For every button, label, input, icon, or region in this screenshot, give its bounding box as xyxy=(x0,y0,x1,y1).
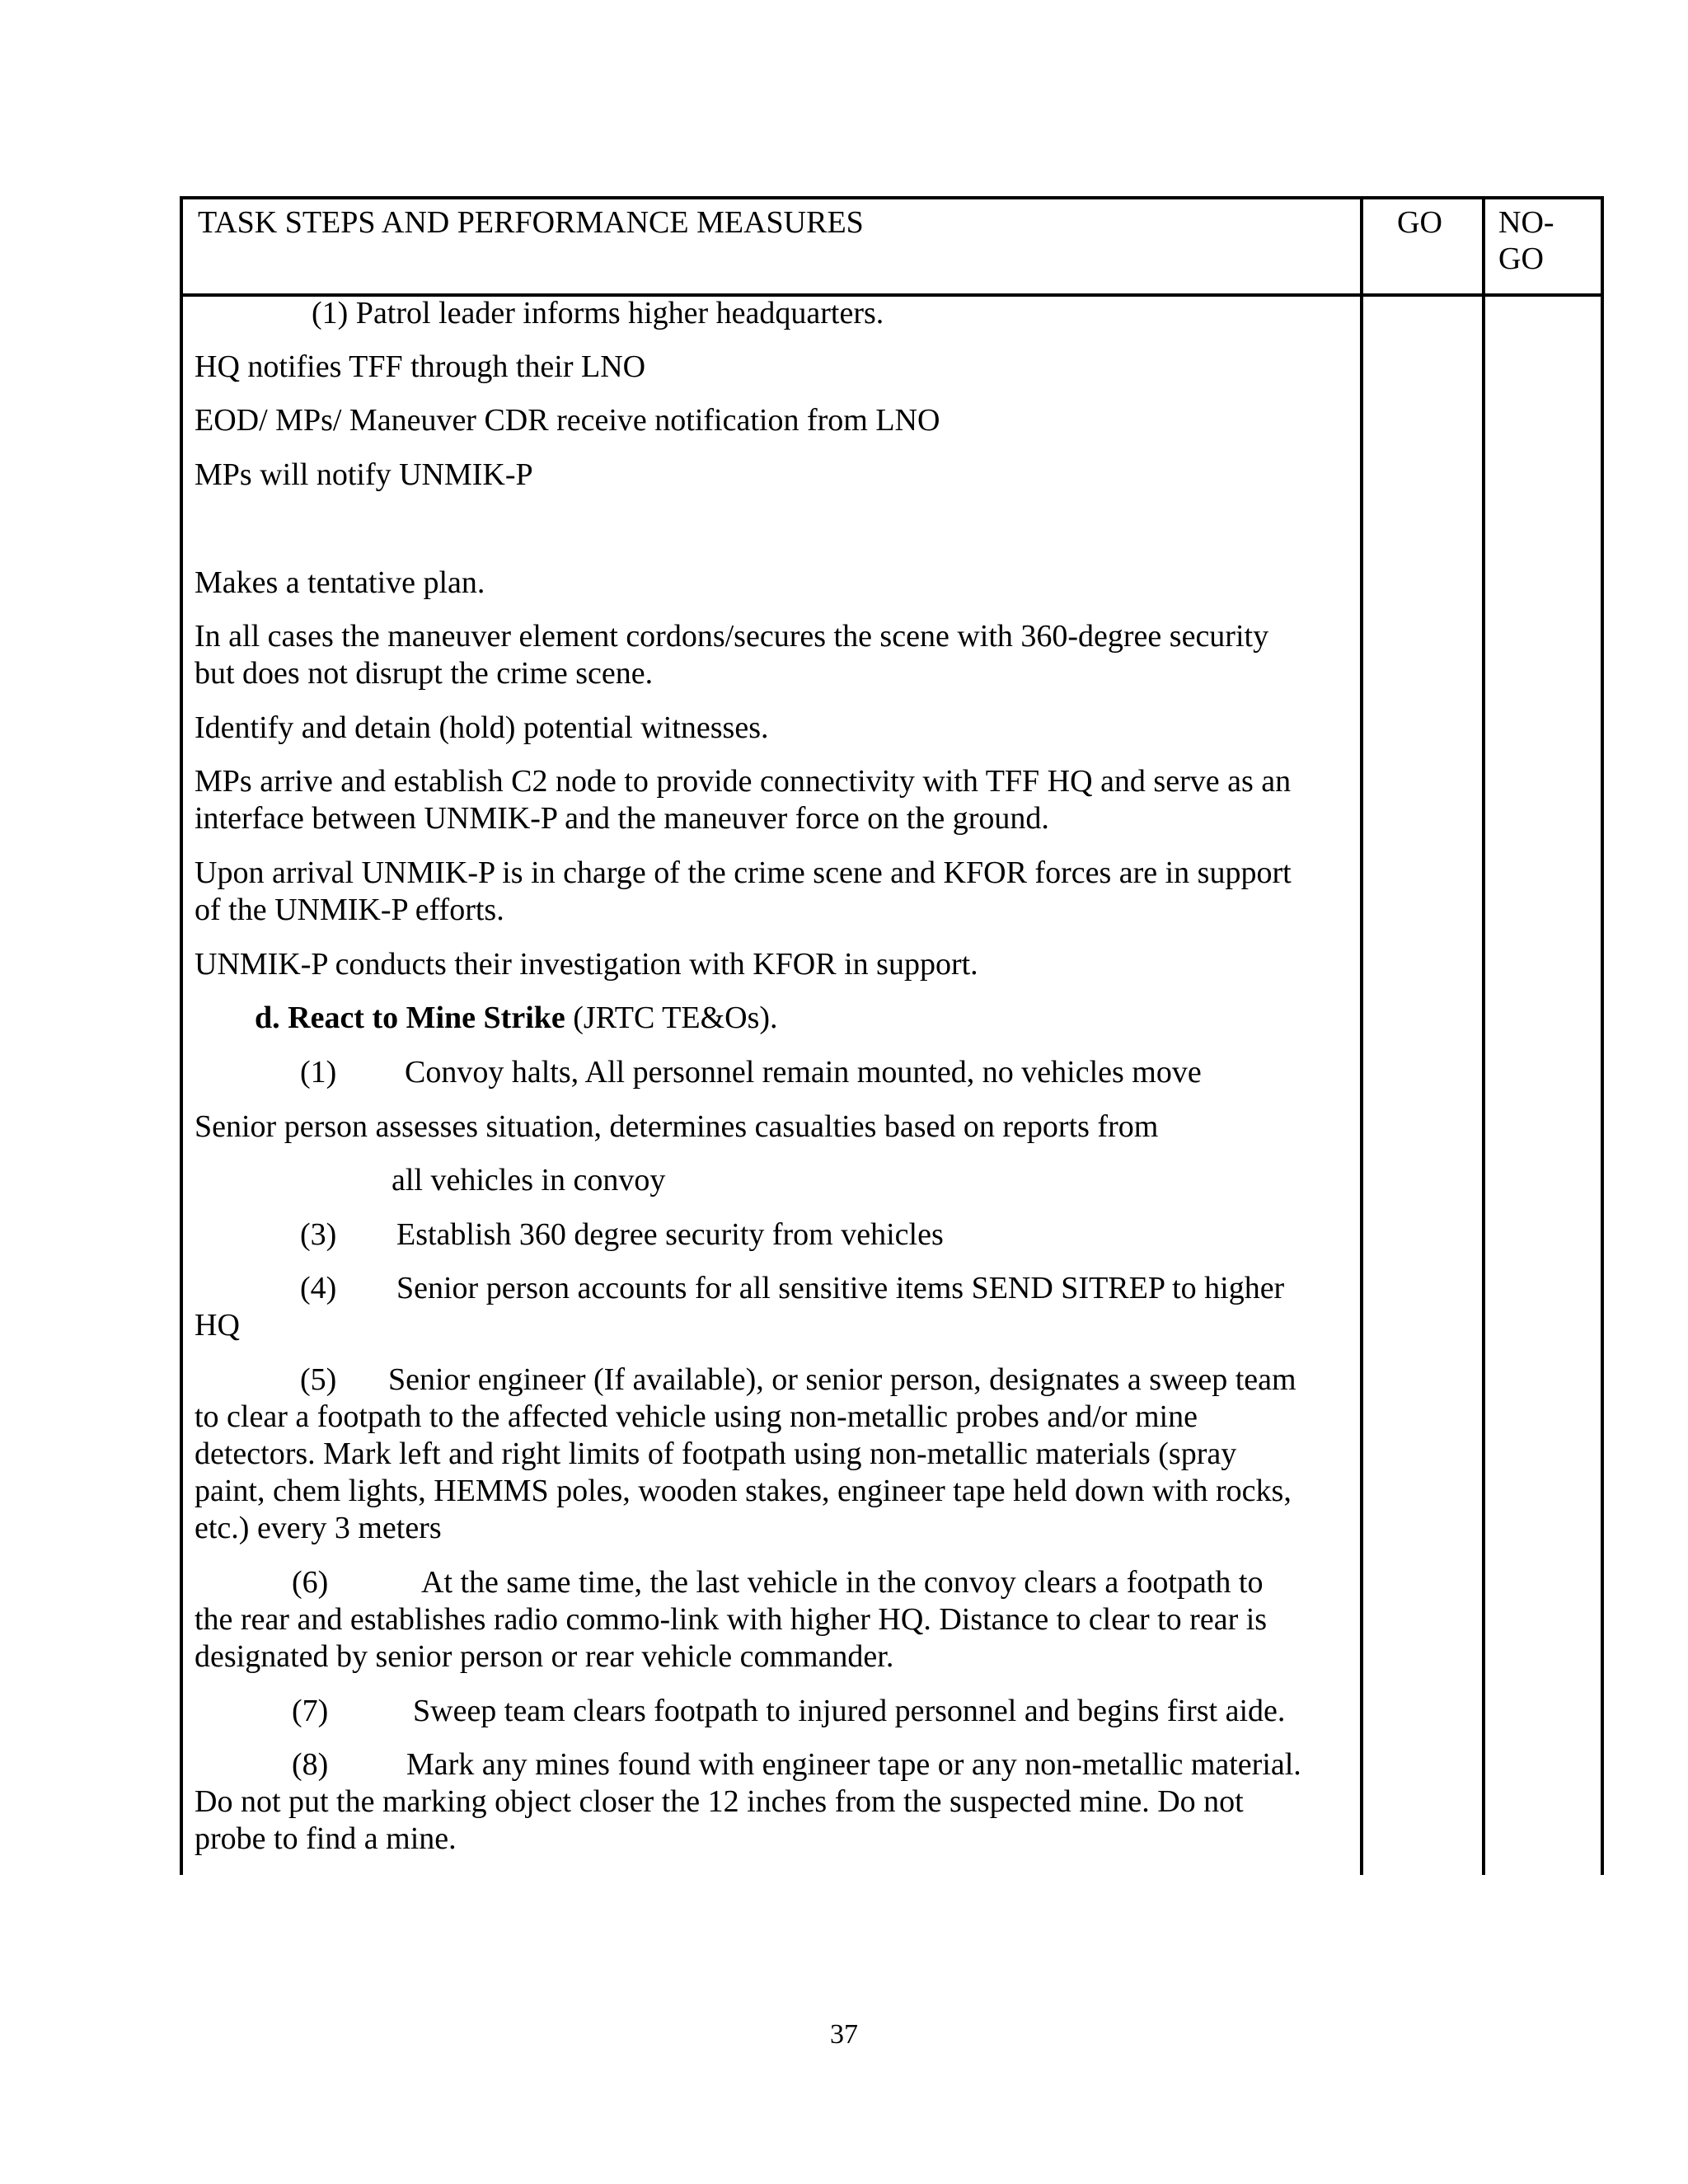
step-line: Do not put the marking object closer the 12 inches from the suspected mine. Do not xyxy=(195,1784,1244,1819)
step-line: to clear a footpath to the affected vehicle using non-metallic probes and/or mine xyxy=(195,1399,1198,1434)
section-heading-bold: d. React to Mine Strike xyxy=(255,1001,565,1035)
step-line: probe to find a mine. xyxy=(195,1821,457,1856)
step-line: Sweep team clears footpath to injured personnel and begins first aide. xyxy=(413,1694,1286,1728)
step-line: Identify and detain (hold) potential witnesses. xyxy=(195,710,769,745)
step-line: Senior engineer (If available), or senior person, designates a sweep team xyxy=(388,1362,1296,1397)
step-line: MPs will notify UNMIK-P xyxy=(195,457,533,492)
step-line: Makes a tentative plan. xyxy=(195,565,485,600)
step-number: (8) xyxy=(292,1747,329,1782)
step-line: all vehicles in convoy xyxy=(392,1163,666,1197)
step-line: Upon arrival UNMIK-P is in charge of the crime scene and KFOR forces are in support xyxy=(195,855,1292,890)
header-go: GO xyxy=(1397,205,1442,240)
step-line: etc.) every 3 meters xyxy=(195,1511,442,1545)
page-number: 37 xyxy=(830,2019,858,2050)
step-number: (4) xyxy=(300,1271,337,1305)
step-line: Establish 360 degree security from vehicles xyxy=(396,1217,944,1252)
step-line: HQ xyxy=(195,1308,240,1343)
step-line: paint, chem lights, HEMMS poles, wooden stakes, engineer tape held down with rocks, xyxy=(195,1474,1292,1508)
step-line: interface between UNMIK-P and the maneuver force on the ground. xyxy=(195,801,1049,836)
step-number: (5) xyxy=(300,1362,337,1397)
step-line: Senior person assesses situation, determines casualties based on reports from xyxy=(195,1109,1159,1144)
step-line: UNMIK-P conducts their investigation with KFOR in support. xyxy=(195,947,978,982)
header-task-steps: TASK STEPS AND PERFORMANCE MEASURES xyxy=(198,205,864,240)
header-nogo-line1: NO- xyxy=(1498,205,1554,240)
step-line: In all cases the maneuver element cordons/secures the scene with 360-degree security xyxy=(195,619,1269,654)
step-line: but does not disrupt the crime scene. xyxy=(195,656,654,691)
step-line: Mark any mines found with engineer tape or any non-metallic material. xyxy=(406,1747,1301,1782)
step-line: designated by senior person or rear vehicle commander. xyxy=(195,1639,894,1674)
nogo-column-divider xyxy=(1482,199,1485,1875)
step-line: (1) Patrol leader informs higher headquarters. xyxy=(312,296,884,330)
section-heading-react-to-mine-strike xyxy=(255,999,778,1037)
step-line: the rear and establishes radio commo-link with higher HQ. Distance to clear to rear is xyxy=(195,1602,1268,1637)
step-number: (1) xyxy=(300,1055,337,1090)
step-number: (3) xyxy=(300,1217,337,1252)
step-line: HQ notifies TFF through their LNO xyxy=(195,349,646,384)
step-number: (7) xyxy=(292,1694,329,1728)
section-heading-rest: (JRTC TE&Os). xyxy=(565,1001,778,1035)
step-line: detectors. Mark left and right limits of footpath using non-metallic materials (spray xyxy=(195,1436,1237,1471)
step-line: MPs arrive and establish C2 node to provide connectivity with TFF HQ and serve as an xyxy=(195,764,1292,799)
step-number: (6) xyxy=(292,1565,329,1600)
step-line: EOD/ MPs/ Maneuver CDR receive notification from LNO xyxy=(195,403,940,438)
step-line: of the UNMIK-P efforts. xyxy=(195,893,504,927)
go-column-divider xyxy=(1360,199,1363,1875)
step-line: Convoy halts, All personnel remain mounted, no vehicles move xyxy=(405,1055,1202,1090)
step-line: Senior person accounts for all sensitive items SEND SITREP to higher xyxy=(396,1271,1285,1305)
step-line: At the same time, the last vehicle in the convoy clears a footpath to xyxy=(421,1565,1264,1600)
header-nogo-line2: GO xyxy=(1498,241,1544,276)
